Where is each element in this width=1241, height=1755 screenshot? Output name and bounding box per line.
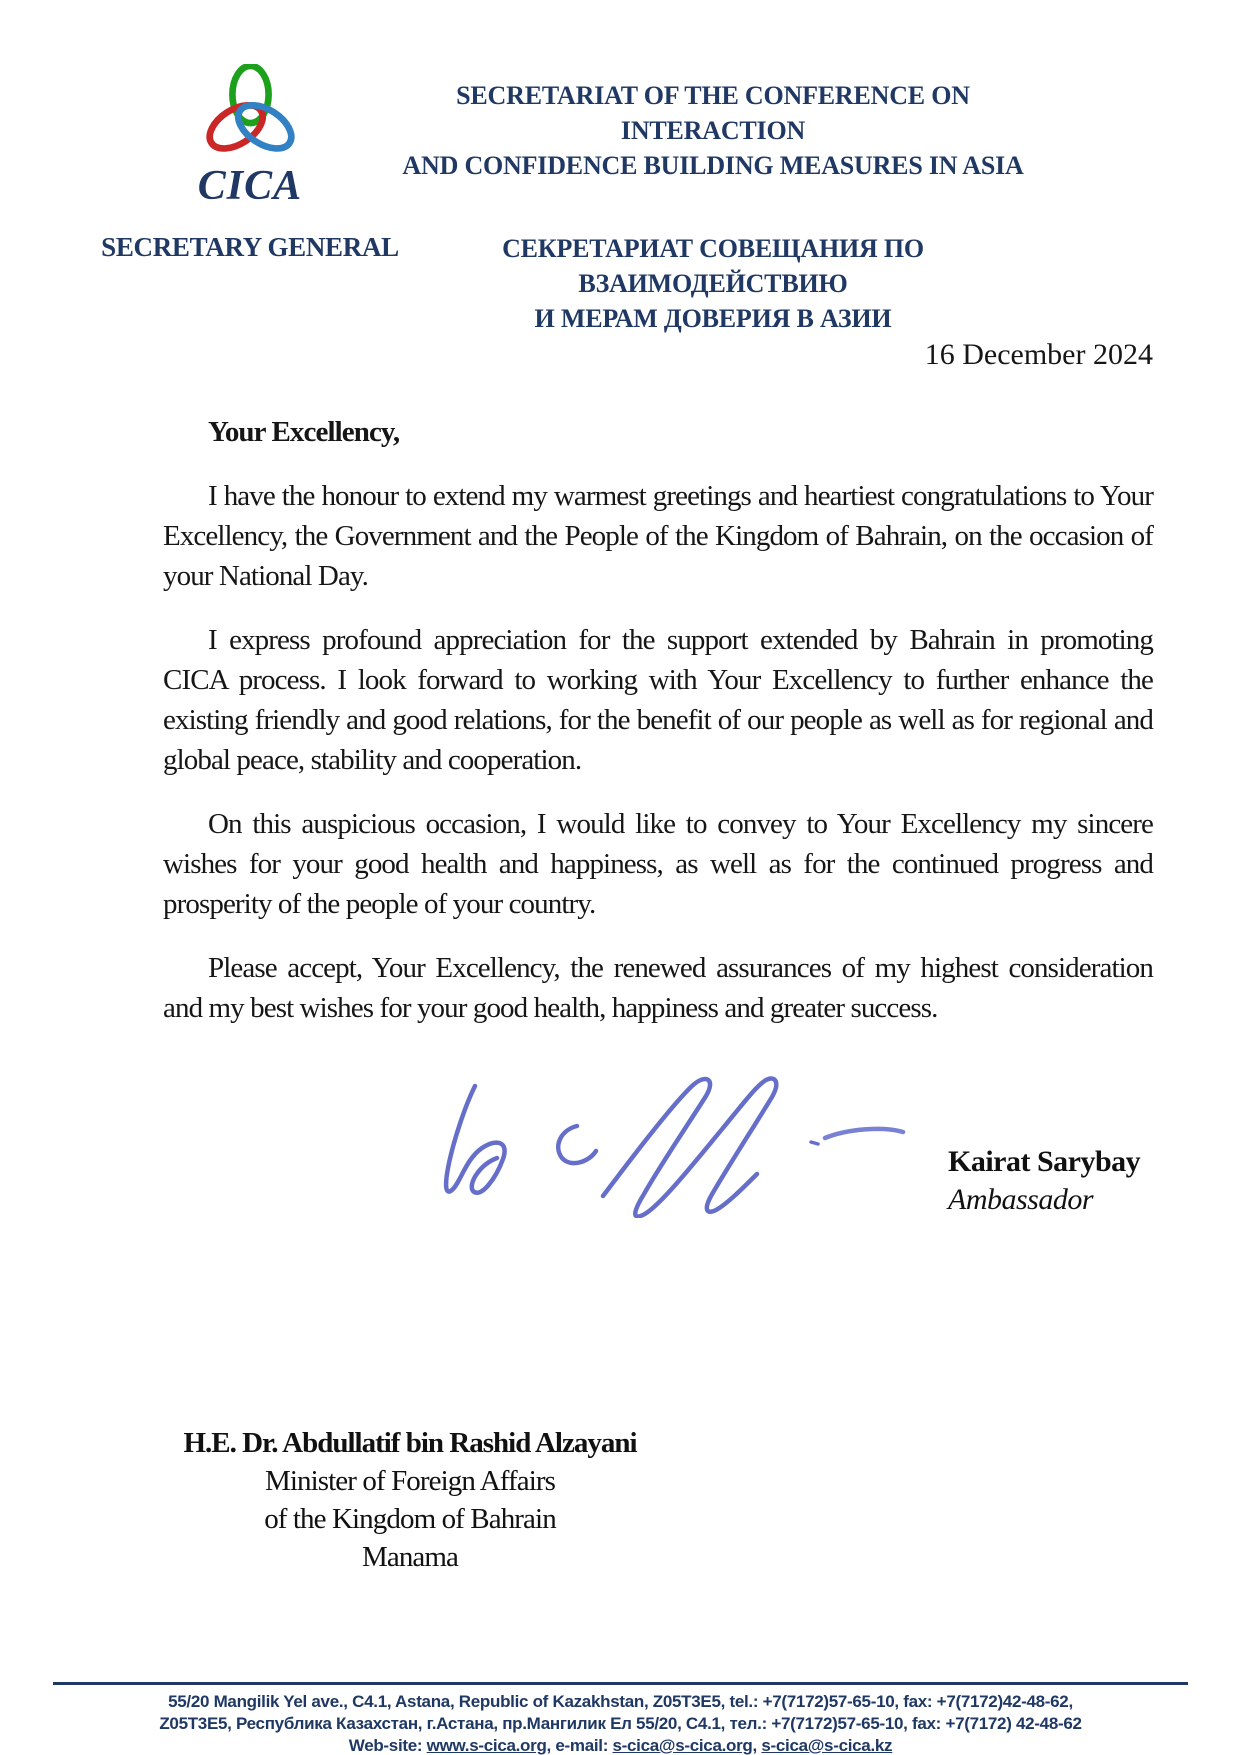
signatory-name: Kairat Sarybay	[948, 1145, 1141, 1178]
footer	[0, 1682, 1241, 1755]
signatory-title: Ambassador	[948, 1183, 1094, 1216]
org-name-english	[388, 78, 1038, 183]
letterhead-left-column	[60, 64, 440, 262]
recipient-block	[150, 1424, 670, 1576]
footer-address-english: 55/20 Mangilik Yel ave., C4.1, Astana, Republic of Kazakhstan, Z05T3E5, tel.: +7(7172)57-65-10, fax: +7(7172)42-48-62,	[168, 1692, 1073, 1711]
footer-separator: ,	[752, 1736, 762, 1755]
letter-date: 16 December 2024	[924, 338, 1153, 371]
org-name-russian-line1: СЕКРЕТАРИАТ СОВЕЩАНИЯ ПО ВЗАИМОДЕЙСТВИЮ	[502, 234, 924, 298]
cica-logo-icon	[198, 64, 303, 164]
org-name-english-line1: SECRETARIAT OF THE CONFERENCE ON INTERACTION	[456, 81, 970, 145]
letter-body	[163, 412, 1153, 1028]
footer-divider	[53, 1682, 1188, 1685]
recipient-line: of the Kingdom of Bahrain	[264, 1503, 556, 1535]
letterhead	[0, 0, 1241, 333]
recipient-line: Minister of Foreign Affairs	[264, 1465, 556, 1497]
email-link-org[interactable]: s-cica@s-cica.org	[612, 1736, 753, 1755]
salutation: Your Excellency,	[208, 416, 400, 448]
cica-wordmark: CICA	[197, 163, 303, 209]
letterhead-right-column	[388, 78, 1038, 336]
footer-contacts	[0, 1735, 1241, 1755]
letter-paragraph: Please accept, Your Excellency, the renewed assurances of my highest consideration and my best wishes for your good health, happiness and greater success.	[163, 952, 1153, 1024]
recipient-line: Manama	[361, 1541, 459, 1573]
footer-email-label: , e-mail:	[546, 1736, 613, 1755]
recipient-name: H.E. Dr. Abdullatif bin Rashid Alzayani	[183, 1427, 637, 1459]
footer-address-russian: Z05T3E5, Республика Казахстан, г.Астана, пр.Мангилик Ел 55/20, C4.1, тел.: +7(7172)57-65-10, fax: +7(7172) 42-48-62	[159, 1714, 1082, 1733]
org-name-russian	[388, 231, 1038, 336]
org-name-russian-line2: И МЕРАМ ДОВЕРИЯ В АЗИИ	[534, 304, 892, 333]
email-link-kz[interactable]: s-cica@s-cica.kz	[761, 1736, 893, 1755]
org-name-english-line2: AND CONFIDENCE BUILDING MEASURES IN ASIA	[402, 151, 1024, 180]
signatory-block	[948, 1144, 1140, 1220]
website-link[interactable]: www.s-cica.org	[426, 1736, 547, 1755]
letter-paragraph: I express profound appreciation for the support extended by Bahrain in promoting CICA process. I look forward to working with Your Excellency to further enhance the existing friendly and good relations, for the benefit of our people as well as for regional and global peace, stability and cooperation.	[163, 624, 1153, 776]
signature-ink	[435, 1068, 910, 1218]
letter-paragraph: On this auspicious occasion, I would like to convey to Your Excellency my sincere wishes for your good health and happiness, as well as for the continued progress and prosperity of the people of your country.	[163, 808, 1153, 920]
footer-website-label: Web-site:	[348, 1736, 427, 1755]
secretary-general-label: SECRETARY GENERAL	[101, 232, 399, 262]
letter-paragraph: I have the honour to extend my warmest greetings and heartiest congratulations to Your Excellency, the Government and the People of the Kingdom of Bahrain, on the occasion of your National Day.	[163, 480, 1153, 592]
